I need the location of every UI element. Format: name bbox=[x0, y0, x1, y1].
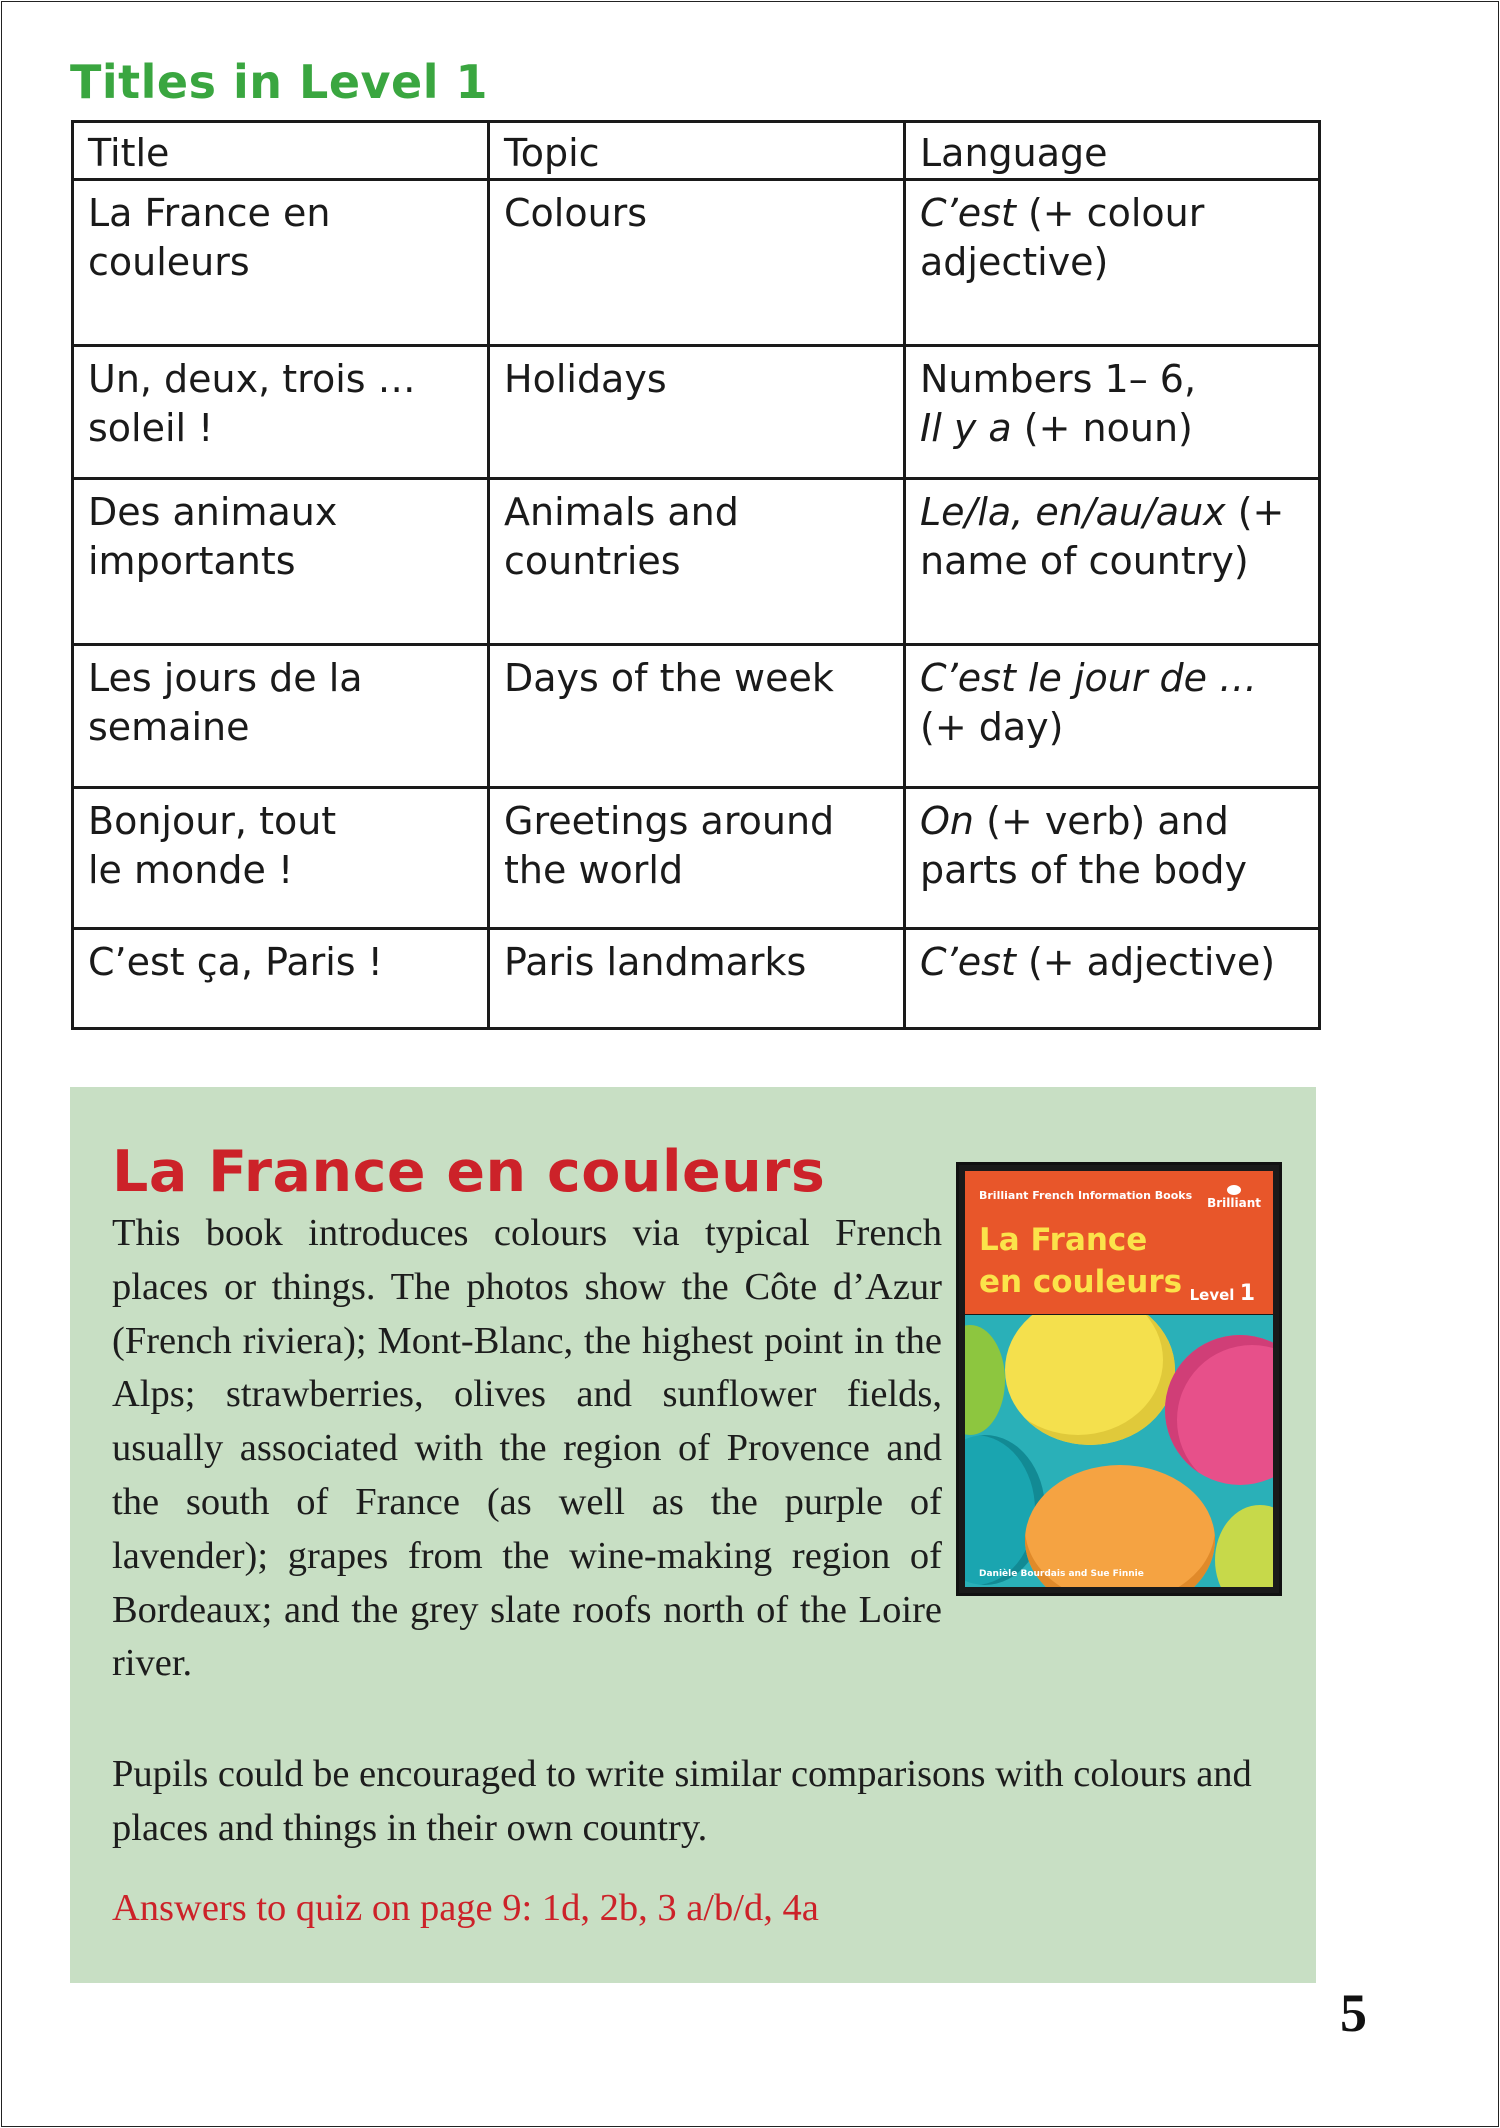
language-cell: Le/la, en/au/aux (+ name of country) bbox=[905, 479, 1320, 645]
macaron-shape bbox=[1165, 1335, 1273, 1485]
title-cell: Des animaux importants bbox=[73, 479, 489, 645]
macarons-photo bbox=[965, 1315, 1273, 1587]
topic-cell: Greetings around the world bbox=[489, 788, 905, 929]
table-row bbox=[73, 180, 1320, 346]
language-cell: C’est le jour de … (+ day) bbox=[905, 645, 1320, 788]
table-row bbox=[73, 929, 1320, 1029]
quiz-answers: Answers to quiz on page 9: 1d, 2b, 3 a/b/d, 4a bbox=[112, 1887, 819, 1929]
book-description: This book introduces colours via typical French places or things. The photos show the Côte d’Azur (French riviera); Mont-Blanc, the highest point in the Alps; strawberries, olives and sunflower fields, usually associated with the region of Provence and the south of France (as well as the purple of lavender); grapes from the wine-making region of Bordeaux; and the grey slate roofs north of the Loire river. bbox=[112, 1212, 942, 1685]
title-cell: Les jours de la semaine bbox=[73, 645, 489, 788]
page-number: 5 bbox=[1340, 1983, 1367, 2043]
macaron-shape bbox=[1005, 1315, 1175, 1445]
feature-box bbox=[70, 1087, 1316, 1983]
language-cell: C’est (+ adjective) bbox=[905, 929, 1320, 1029]
cover-header bbox=[965, 1171, 1273, 1314]
language-cell: On (+ verb) and parts of the body bbox=[905, 788, 1320, 929]
table-row bbox=[73, 645, 1320, 788]
topic-cell: Days of the week bbox=[489, 645, 905, 788]
title-cell: C’est ça, Paris ! bbox=[73, 929, 489, 1029]
cover-level: Level 1 bbox=[1189, 1281, 1255, 1306]
header-language: Language bbox=[905, 122, 1320, 180]
table-row bbox=[73, 346, 1320, 479]
topic-cell: Holidays bbox=[489, 346, 905, 479]
table-header-row bbox=[73, 122, 1320, 180]
title-cell: Bonjour, tout le monde ! bbox=[73, 788, 489, 929]
cover-series-name: Brilliant French Information Books bbox=[979, 1189, 1193, 1202]
pupils-note: Pupils could be encouraged to write similar comparisons with colours and places and things in their own country. bbox=[112, 1753, 1252, 1849]
topic-cell: Animals and countries bbox=[489, 479, 905, 645]
book-cover-image bbox=[956, 1162, 1282, 1596]
titles-table bbox=[71, 120, 1321, 1030]
table-row bbox=[73, 479, 1320, 645]
title-cell: Un, deux, trois … soleil ! bbox=[73, 346, 489, 479]
cover-authors: Danièle Bourdais and Sue Finnie bbox=[979, 1569, 1144, 1579]
macaron-shape bbox=[1215, 1505, 1273, 1587]
cover-title: La France en couleurs bbox=[979, 1222, 1183, 1300]
logo-mark-icon bbox=[1227, 1185, 1241, 1195]
language-cell: C’est (+ colour adjective) bbox=[905, 180, 1320, 346]
title-cell: La France en couleurs bbox=[73, 180, 489, 346]
header-title: Title bbox=[73, 122, 489, 180]
section-title: Titles in Level 1 bbox=[70, 55, 489, 109]
header-topic: Topic bbox=[489, 122, 905, 180]
topic-cell: Paris landmarks bbox=[489, 929, 905, 1029]
topic-cell: Colours bbox=[489, 180, 905, 346]
language-cell: Numbers 1– 6, Il y a (+ noun) bbox=[905, 346, 1320, 479]
book-heading: La France en couleurs bbox=[112, 1139, 826, 1205]
publisher-logo: Brilliant bbox=[1207, 1185, 1261, 1209]
table-row bbox=[73, 788, 1320, 929]
macaron-shape bbox=[965, 1325, 1005, 1435]
